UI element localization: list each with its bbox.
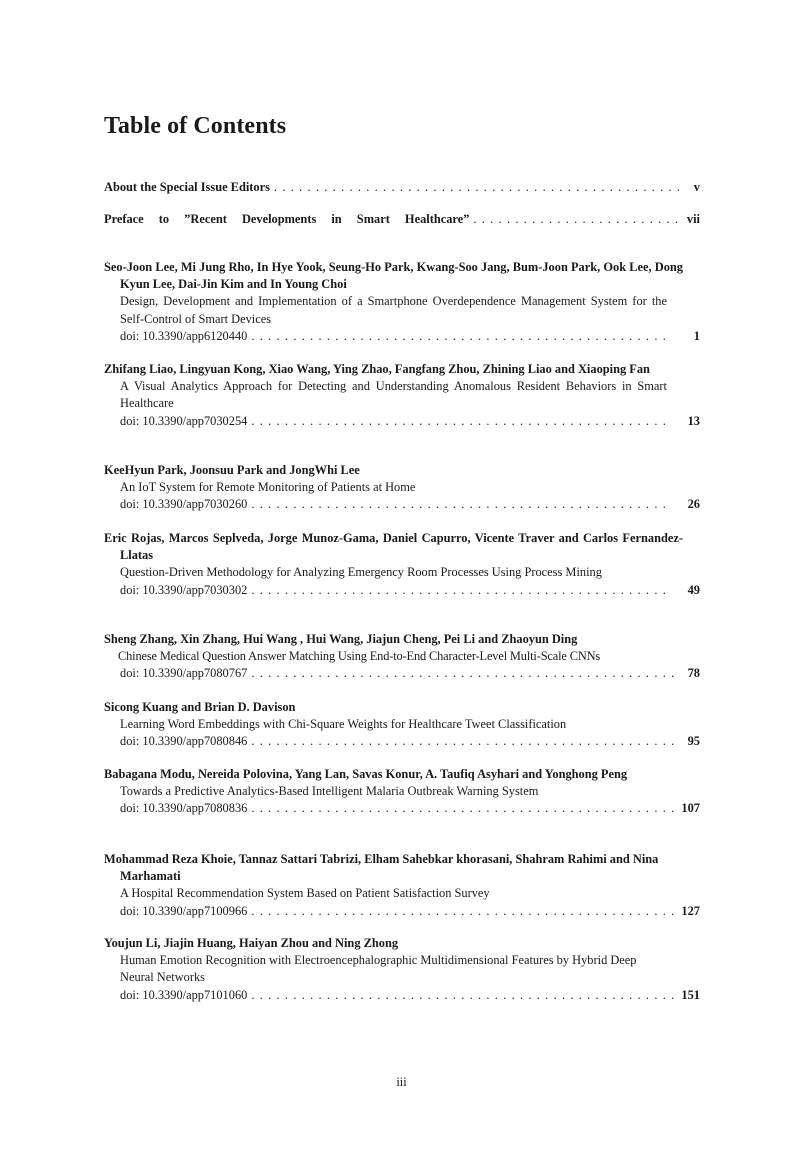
toc-entry[interactable]: [104, 530, 700, 599]
entry-doi[interactable]: doi: 10.3390/app6120440: [120, 328, 248, 343]
entry-authors: Youjun Li, Jiajin Huang, Haiyan Zhou and Ning Zhong: [104, 936, 399, 950]
toc-page-number: v: [693, 180, 700, 194]
dot-leader: [251, 903, 678, 920]
toc-entry[interactable]: [104, 851, 700, 920]
toc-page-number: vii: [686, 212, 700, 226]
entry-title: Design, Development and Implementation of a Smartphone Overdependence Management System for the Self-Control of Smart Devices: [120, 294, 667, 326]
dot-leader: [251, 733, 680, 750]
dot-leader: [251, 582, 672, 599]
entry-authors: Eric Rojas, Marcos Seplveda, Jorge Munoz-Gama, Daniel Capurro, Vicente Traver and Carlos Fernandez-Llatas: [104, 531, 683, 563]
dot-leader: [251, 800, 678, 817]
toc-item-label: About the Special Issue Editors: [104, 180, 270, 194]
entry-authors: Seo-Joon Lee, Mi Jung Rho, In Hye Yook, Seung-Ho Park, Kwang-Soo Jang, Bum-Joon Park, Ook Lee, Dong Kyun Lee, Dai-Jin Kim and In Young Choi: [104, 260, 683, 292]
entry-doi[interactable]: doi: 10.3390/app7080846: [120, 734, 248, 749]
entry-doi-row: [104, 496, 700, 513]
dot-leader: [473, 212, 683, 227]
toc-entry[interactable]: [104, 935, 700, 1004]
toc-entry[interactable]: [104, 259, 700, 345]
entry-doi[interactable]: doi: 10.3390/app7030260: [120, 497, 248, 512]
page-title: Table of Contents: [104, 113, 287, 139]
dot-leader: [251, 328, 672, 345]
entry-title: Question-Driven Methodology for Analyzing Emergency Room Processes Using Process Mining: [120, 565, 602, 580]
entry-page-number: 13: [687, 413, 700, 428]
toc-item-label: Preface to ”Recent Developments in Smart Healthcare”: [104, 212, 470, 226]
entry-title: A Visual Analytics Approach for Detecting and Understanding Anomalous Resident Behaviors in Smart Healthcare: [120, 379, 667, 411]
entry-title: Learning Word Embeddings with Chi-Square Weights for Healthcare Tweet Classification: [120, 717, 567, 732]
entry-doi[interactable]: doi: 10.3390/app7080767: [120, 666, 248, 681]
entry-authors: Zhifang Liao, Lingyuan Kong, Xiao Wang, Ying Zhao, Fangfang Zhou, Zhining Liao and Xiaoping Fan: [104, 362, 650, 376]
dot-leader: [251, 987, 678, 1004]
toc-entry[interactable]: [104, 462, 700, 514]
entry-authors: Mohammad Reza Khoie, Tannaz Sattari Tabrizi, Elham Sahebkar khorasani, Shahram Rahimi and Nina Marhamati: [104, 852, 659, 884]
entry-page-number: 1: [693, 328, 700, 343]
entry-doi[interactable]: doi: 10.3390/app7080836: [120, 801, 248, 816]
entry-page-number: 49: [687, 582, 700, 597]
toc-entry[interactable]: [104, 766, 700, 818]
entry-doi-row: [104, 413, 700, 430]
entry-doi-row: [104, 733, 700, 750]
entry-doi[interactable]: doi: 10.3390/app7030302: [120, 582, 248, 597]
dot-leader: [251, 496, 672, 513]
entry-doi-row: [104, 665, 700, 682]
toc-front-item-editors[interactable]: [104, 180, 700, 195]
entry-title: Towards a Predictive Analytics-Based Intelligent Malaria Outbreak Warning System: [120, 784, 539, 799]
toc-entry[interactable]: [104, 361, 700, 430]
entry-page-number: 26: [687, 497, 700, 512]
entry-doi-row: [104, 987, 700, 1004]
entry-doi-row: [104, 328, 700, 345]
entry-title: Chinese Medical Question Answer Matching Using End-to-End Character-Level Multi-Scale CNNs: [118, 649, 601, 664]
toc-entry[interactable]: [104, 699, 700, 751]
entry-authors: Sicong Kuang and Brian D. Davison: [104, 700, 296, 714]
entry-authors: KeeHyun Park, Joonsuu Park and JongWhi Lee: [104, 463, 360, 477]
entry-page-number: 151: [681, 987, 700, 1002]
entry-doi[interactable]: doi: 10.3390/app7030254: [120, 413, 248, 428]
entry-title: An IoT System for Remote Monitoring of Patients at Home: [120, 480, 416, 495]
entry-doi[interactable]: doi: 10.3390/app7101060: [120, 987, 248, 1002]
toc-entry[interactable]: [104, 631, 700, 683]
toc-front-item-preface[interactable]: [104, 212, 700, 227]
dot-leader: [251, 413, 672, 430]
entry-title: A Hospital Recommendation System Based on Patient Satisfaction Survey: [120, 886, 490, 901]
dot-leader: [274, 180, 686, 195]
entry-doi-row: [104, 582, 700, 599]
entry-doi-row: [104, 800, 700, 817]
dot-leader: [251, 665, 680, 682]
entry-authors: Babagana Modu, Nereida Polovina, Yang Lan, Savas Konur, A. Taufiq Asyhari and Yonghong Peng: [104, 767, 628, 781]
entry-doi-row: [104, 903, 700, 920]
entry-doi[interactable]: doi: 10.3390/app7100966: [120, 903, 248, 918]
footer-page-number: iii: [396, 1075, 407, 1089]
entry-page-number: 127: [681, 903, 700, 918]
entry-page-number: 95: [687, 734, 700, 749]
entry-title: Human Emotion Recognition with Electroencephalographic Multidimensional Features by Hybrid Deep Neural Networks: [120, 953, 637, 985]
entry-page-number: 78: [687, 666, 700, 681]
entry-authors: Sheng Zhang, Xin Zhang, Hui Wang , Hui Wang, Jiajun Cheng, Pei Li and Zhaoyun Ding: [104, 632, 578, 646]
entry-page-number: 107: [681, 801, 700, 816]
